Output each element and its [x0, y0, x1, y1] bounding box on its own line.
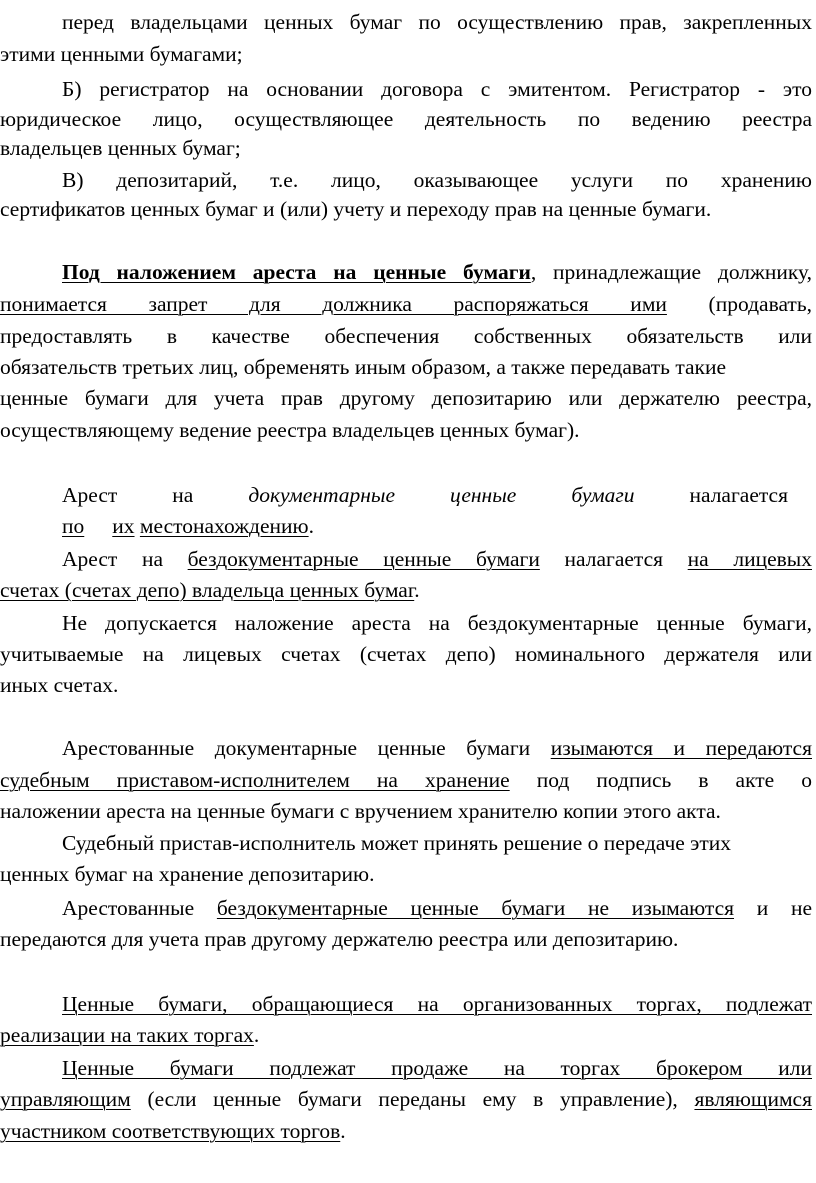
paragraph-line: ценных бумаг на хранение депозитарию. — [0, 862, 375, 886]
paragraph-line: Не допускается наложение ареста на бездокументарные ценные бумаги, — [62, 611, 812, 635]
paragraph-line: Ценные бумаги подлежат продаже на торгах брокером или — [62, 1056, 812, 1080]
paragraph-line: юридическое лицо, осуществляющее деятельность по ведению реестра — [0, 107, 812, 131]
paragraph-line: Арестованные документарные ценные бумаги изымаются и передаются — [62, 736, 812, 760]
paragraph-line: этими ценными бумагами; — [0, 42, 243, 66]
paragraph-line: Арест на документарные ценные бумаги налагается — [62, 483, 788, 507]
paragraph-line: Б) регистратор на основании договора с эмитентом. Регистратор - это — [62, 77, 812, 101]
paragraph-line: участником соответствующих торгов. — [0, 1119, 346, 1143]
defined-term: Под наложением ареста на ценные бумаги — [62, 260, 531, 284]
paragraph-line: ценные бумаги для учета прав другому депозитарию или держателю реестра, — [0, 386, 812, 410]
paragraph-line: наложении ареста на ценные бумаги с вручением хранителю копии этого акта. — [0, 799, 721, 823]
paragraph-line: обязательств третьих лиц, обременять иным образом, а также передавать такие — [0, 355, 727, 379]
paragraph-line: Арест на бездокументарные ценные бумаги налагается на лицевых — [62, 547, 812, 571]
paragraph-line: управляющим (если ценные бумаги переданы ему в управление), являющимся — [0, 1087, 812, 1111]
paragraph-line: осуществляющему ведение реестра владельцев ценных бумаг). — [0, 418, 580, 442]
paragraph-line: передаются для учета прав другому держателю реестра или депозитарию. — [0, 927, 679, 951]
paragraph-line: понимается запрет для должника распоряжаться ими (продавать, — [0, 292, 813, 316]
paragraph-line: сертификатов ценных бумаг и (или) учету и переходу прав на ценные бумаги. — [0, 197, 712, 221]
paragraph-line: реализации на таких торгах. — [0, 1023, 260, 1047]
paragraph-line: предоставлять в качестве обеспечения собственных обязательств или — [0, 324, 812, 348]
paragraph-line: В) депозитарий, т.е. лицо, оказывающее услуги по хранению — [62, 168, 812, 192]
paragraph-line: по их местонахождению. — [62, 514, 314, 538]
paragraph-line: счетах (счетах депо) владельца ценных бумаг. — [0, 578, 420, 602]
paragraph-line: Арестованные бездокументарные ценные бумаги не изымаются и не — [62, 896, 812, 920]
paragraph-line: Судебный пристав-исполнитель может принять решение о передаче этих — [62, 831, 732, 855]
paragraph-line: учитываемые на лицевых счетах (счетах депо) номинального держателя или — [0, 642, 812, 666]
paragraph-line: перед владельцами ценных бумаг по осуществлению прав, закрепленных — [62, 10, 812, 34]
paragraph-line: Под наложением ареста на ценные бумаги, принадлежащие должнику, — [62, 260, 812, 284]
paragraph-line: владельцев ценных бумаг; — [0, 136, 241, 160]
paragraph-line: иных счетах. — [0, 673, 119, 697]
paragraph-line: судебным приставом-исполнителем на хранение под подпись в акте о — [0, 768, 812, 792]
paragraph-line: Ценные бумаги, обращающиеся на организованных торгах, подлежат — [62, 992, 812, 1016]
